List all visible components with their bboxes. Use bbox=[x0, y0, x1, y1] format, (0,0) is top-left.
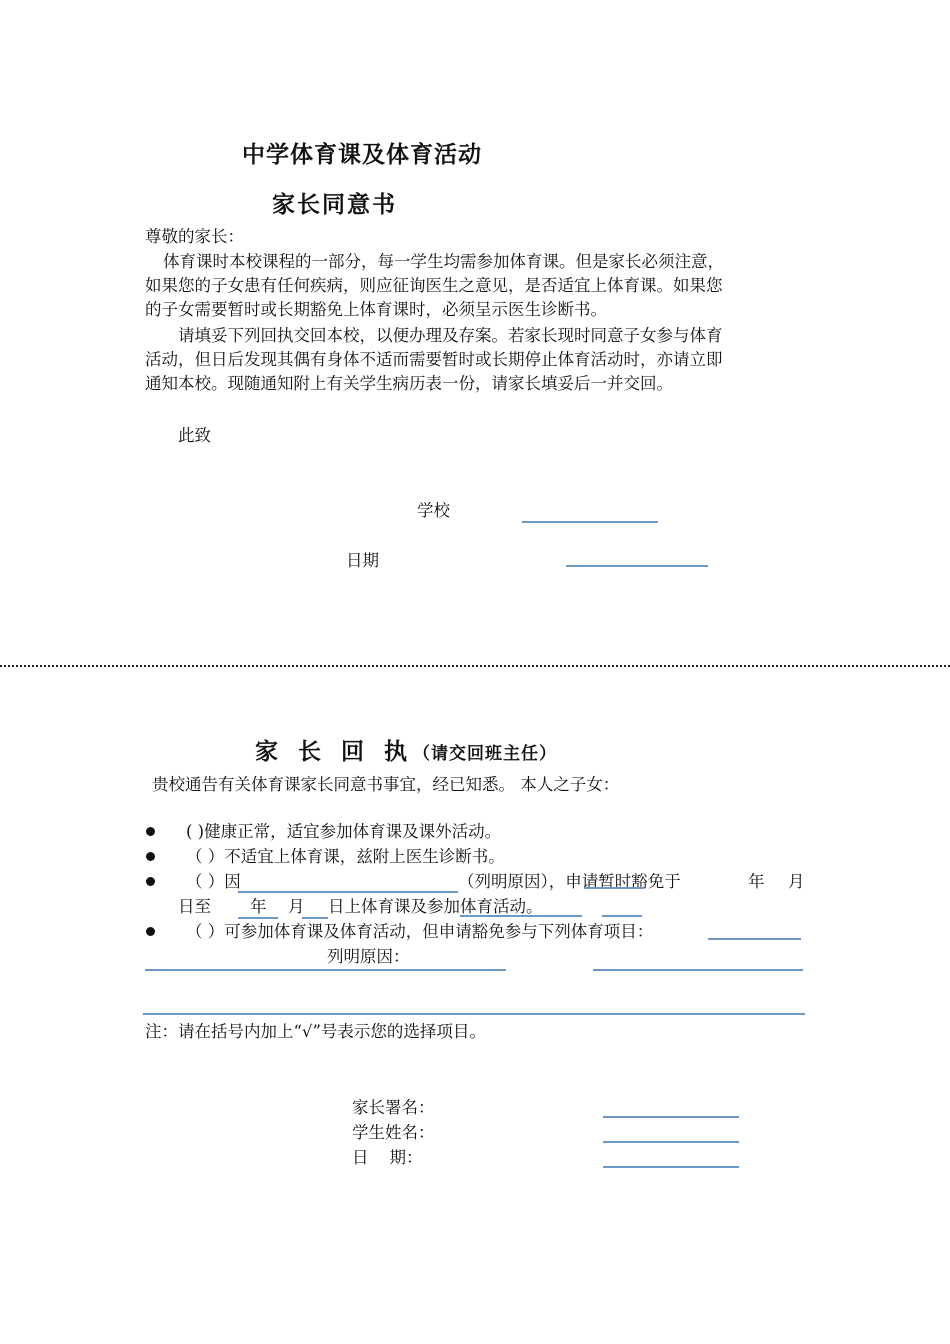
parent-signature-label: 家长署名： bbox=[352, 1098, 435, 1117]
note: 注：请在括号内加上“√”号表示您的选择项目。 bbox=[145, 1022, 486, 1041]
para2-line3: 通知本校。现随通知附上有关学生病历表一份，请家长填妥后一并交回。 bbox=[145, 374, 673, 393]
option-3-line2-year: 年 bbox=[250, 897, 267, 916]
receipt-date-line[interactable] bbox=[603, 1166, 739, 1168]
to-day-fill-line[interactable] bbox=[602, 915, 642, 917]
consent-title-line2: 家长同意书 bbox=[272, 191, 397, 218]
option-1[interactable]: ( )健康正常，适宜参加体育课及课外活动。 bbox=[186, 822, 502, 841]
salutation: 尊敬的家长： bbox=[145, 227, 244, 246]
parent-signature-line[interactable] bbox=[603, 1116, 739, 1118]
reason-fill-line[interactable] bbox=[238, 891, 458, 893]
option-2[interactable]: （ ）不适宜上体育课，兹附上医生诊断书。 bbox=[186, 847, 505, 866]
receipt-title bbox=[255, 733, 557, 766]
student-name-line[interactable] bbox=[603, 1141, 739, 1143]
para1-line2: 如果您的子女患有任何疾病，则应征询医生之意见，是否适宜上体育课。如果您 bbox=[145, 276, 723, 295]
receipt-intro: 贵校通告有关体育课家长同意书事宜，经已知悉。 本人之子女： bbox=[152, 775, 620, 794]
to-date-fill-line[interactable] bbox=[460, 915, 582, 917]
para1-line1: 体育课时本校课程的一部分，每一学生均需参加体育课。但是家长必须注意， bbox=[163, 252, 724, 271]
bullet-4 bbox=[146, 927, 155, 936]
sport-items-fill-line[interactable] bbox=[708, 938, 801, 940]
option-4[interactable]: （ ）可参加体育课及体育活动，但申请豁免参与下列体育项目： bbox=[186, 922, 654, 941]
exempt-fill-line[interactable] bbox=[584, 887, 644, 889]
from-day-fill-line[interactable] bbox=[302, 917, 328, 919]
receipt-title-text: 家 长 回 执 bbox=[255, 738, 414, 765]
bullet-3 bbox=[146, 877, 155, 886]
option-3-month: 月 bbox=[788, 872, 805, 891]
para1-line3: 的子女需要暂时或长期豁免上体育课时，必须呈示医生诊断书。 bbox=[145, 300, 607, 319]
closing: 此致 bbox=[178, 426, 211, 445]
option-3-line2-month: 月 bbox=[288, 897, 305, 916]
reason-fill-line-2[interactable] bbox=[593, 969, 803, 971]
option-3-middle: （列明原因），申请暂时豁免于 bbox=[458, 872, 681, 891]
option-3-year: 年 bbox=[748, 872, 765, 891]
receipt-title-note: （请交回班主任） bbox=[413, 744, 558, 764]
school-label: 学校 bbox=[417, 501, 450, 520]
option-3-line2-rest: 日上体育课及参加体育活动。 bbox=[328, 897, 543, 916]
date-label: 日期 bbox=[346, 551, 379, 570]
receipt-date-label: 日 期： bbox=[352, 1148, 423, 1167]
option-4-reason: 列明原因： bbox=[327, 947, 410, 966]
cut-line bbox=[0, 665, 950, 667]
option-3-day-to: 日至 bbox=[178, 897, 211, 916]
date-fill-line[interactable] bbox=[566, 565, 708, 567]
school-fill-line[interactable] bbox=[522, 521, 658, 523]
bullet-2 bbox=[146, 852, 155, 861]
para2-line1: 请填妥下列回执交回本校，以便办理及存案。若家长现时同意子女参与体育 bbox=[178, 326, 723, 345]
from-year-fill-line[interactable] bbox=[238, 917, 278, 919]
bullet-1 bbox=[146, 827, 155, 836]
student-name-label: 学生姓名： bbox=[352, 1123, 435, 1142]
sport-items-fill-line-2[interactable] bbox=[145, 969, 506, 971]
option-3-prefix[interactable]: （ ）因 bbox=[186, 872, 241, 891]
reason-fill-line-3[interactable] bbox=[143, 1013, 805, 1015]
consent-title-line1: 中学体育课及体育活动 bbox=[242, 141, 482, 168]
para2-line2: 活动，但日后发现其偶有身体不适而需要暂时或长期停止体育活动时，亦请立即 bbox=[145, 350, 723, 369]
